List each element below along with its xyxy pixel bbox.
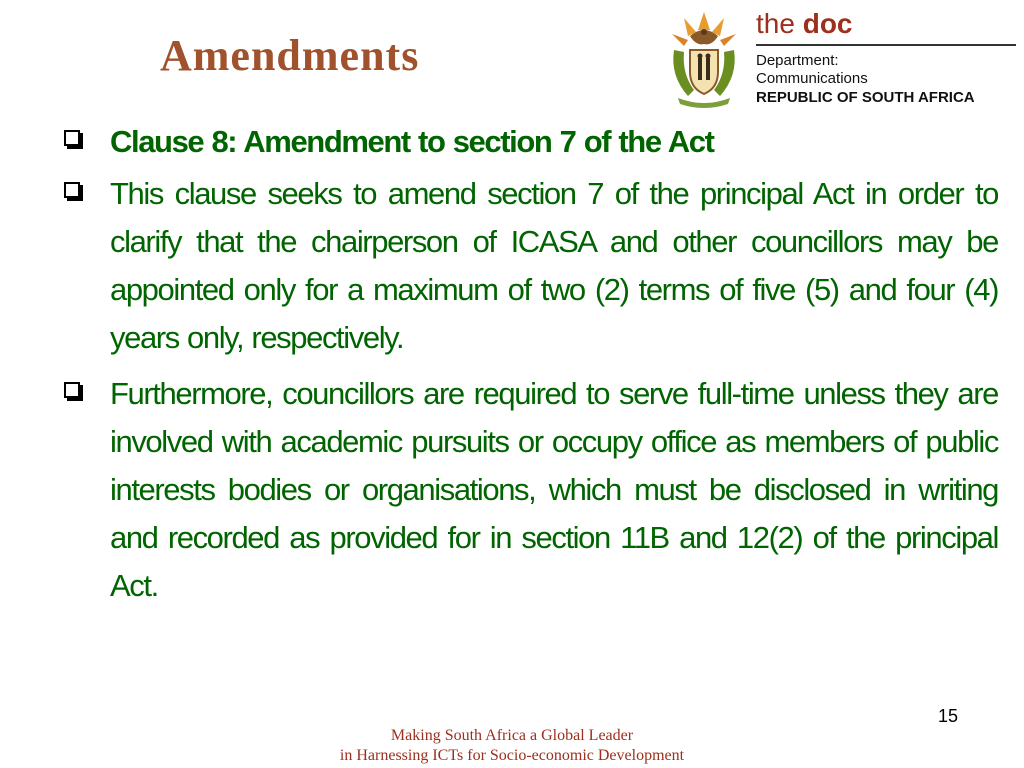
department-name: Communications: [756, 70, 868, 87]
department-logo: [664, 4, 1020, 112]
slide-footer: [0, 726, 1024, 766]
country-name: REPUBLIC OF SOUTH AFRICA: [756, 89, 975, 106]
brand-name: doc: [802, 8, 853, 39]
footer-line: in Harnessing ICTs for Socio-economic Development: [339, 747, 685, 764]
brand-divider: [756, 44, 1016, 46]
bullet-text: Furthermore, councillors are required to serve full-time unless they are involved with academic pursuits or occupy office as members of public interests bodies or organisations, which must be disclosed in writing and recorded as provided for in section 11B and 12(2) of the principal Act.: [110, 376, 998, 603]
bullet-heading: Clause 8: Amendment to section 7 of the Act: [110, 124, 714, 159]
brand-wordmark: [756, 8, 853, 40]
bullet-text: This clause seeks to amend section 7 of the principal Act in order to clarify that the chairperson of ICASA and other councillors may be appointed only for a maximum of two (2) terms of five (5) and four (4) years only, respectively.: [110, 176, 998, 355]
brand-prefix: the: [756, 8, 795, 39]
checkbox-bullet-icon: [64, 130, 80, 146]
footer-line: Making South Africa a Global Leader: [390, 727, 634, 744]
checkbox-bullet-icon: [64, 182, 80, 198]
bullet-item: [58, 170, 998, 362]
page-number: 15: [938, 706, 959, 726]
coat-of-arms-icon: [664, 6, 744, 110]
checkbox-bullet-icon: [64, 382, 80, 398]
department-label: Department:: [756, 52, 839, 69]
bullet-list: [58, 118, 998, 618]
bullet-item: [58, 370, 998, 610]
slide-title: Amendments: [160, 31, 420, 80]
bullet-item: [58, 118, 998, 166]
